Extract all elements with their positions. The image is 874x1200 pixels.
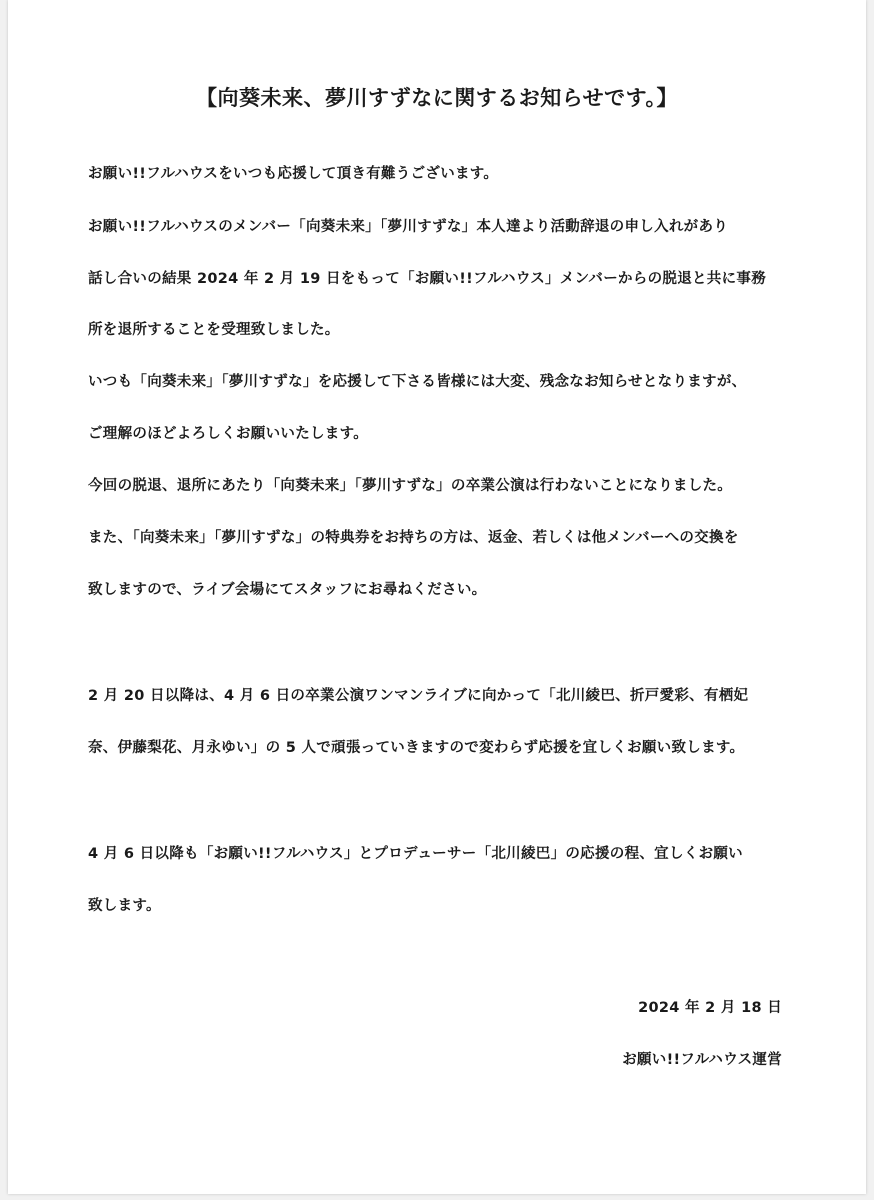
paragraph-members-line-2: 奈、伊藤梨花、月永ゆい」の 5 人で頑張っていきますので変わらず応援を宜しくお願い致します。 <box>88 740 745 756</box>
paragraph-withdrawal-line-1: お願い!!フルハウスのメンバー「向葵未来」「夢川すずな」本人達より活動辞退の申し入れがあり <box>88 219 729 235</box>
page-title: 【向葵未来、夢川すずなに関するお知らせです。】 <box>196 86 678 110</box>
paragraph-apology-line-2: ご理解のほどよろしくお願いいたします。 <box>88 426 369 442</box>
paragraph-support-line-1: 4 月 6 日以降も「お願い!!フルハウス」とプロデューサー「北川綾巴」の応援の程、宜しくお願い <box>88 846 743 862</box>
paragraph-withdrawal-line-2: 話し合いの結果 2024 年 2 月 19 日をもって「お願い!!フルハウス」メンバーからの脱退と共に事務 <box>88 271 766 287</box>
document-signature: お願い!!フルハウス運営 <box>622 1052 782 1068</box>
document-page <box>8 0 866 1194</box>
paragraph-ticket-line-1: また、「向葵未来」「夢川すずな」の特典券をお持ちの方は、返金、若しくは他メンバーへの交換を <box>88 530 739 546</box>
paragraph-greeting-line: お願い!!フルハウスをいつも応援して頂き有難うございます。 <box>88 166 499 182</box>
paragraph-withdrawal-line-3: 所を退所することを受理致しました。 <box>88 322 340 338</box>
paragraph-apology-line-1: いつも「向葵未来」「夢川すずな」を応援して下さる皆様には大変、残念なお知らせとなりますが、 <box>88 374 747 390</box>
document-date: 2024 年 2 月 18 日 <box>638 1000 782 1016</box>
paragraph-support-line-2: 致します。 <box>88 898 161 914</box>
paragraph-members-line-1: 2 月 20 日以降は、4 月 6 日の卒業公演ワンマンライブに向かって「北川綾巴、折戸愛彩、有栖妃 <box>88 688 749 704</box>
paragraph-ticket-line-2: 致しますので、ライブ会場にてスタッフにお尋ねください。 <box>88 582 487 598</box>
paragraph-graduation-line: 今回の脱退、退所にあたり「向葵未来」「夢川すずな」の卒業公演は行わないことになりました。 <box>88 478 733 494</box>
